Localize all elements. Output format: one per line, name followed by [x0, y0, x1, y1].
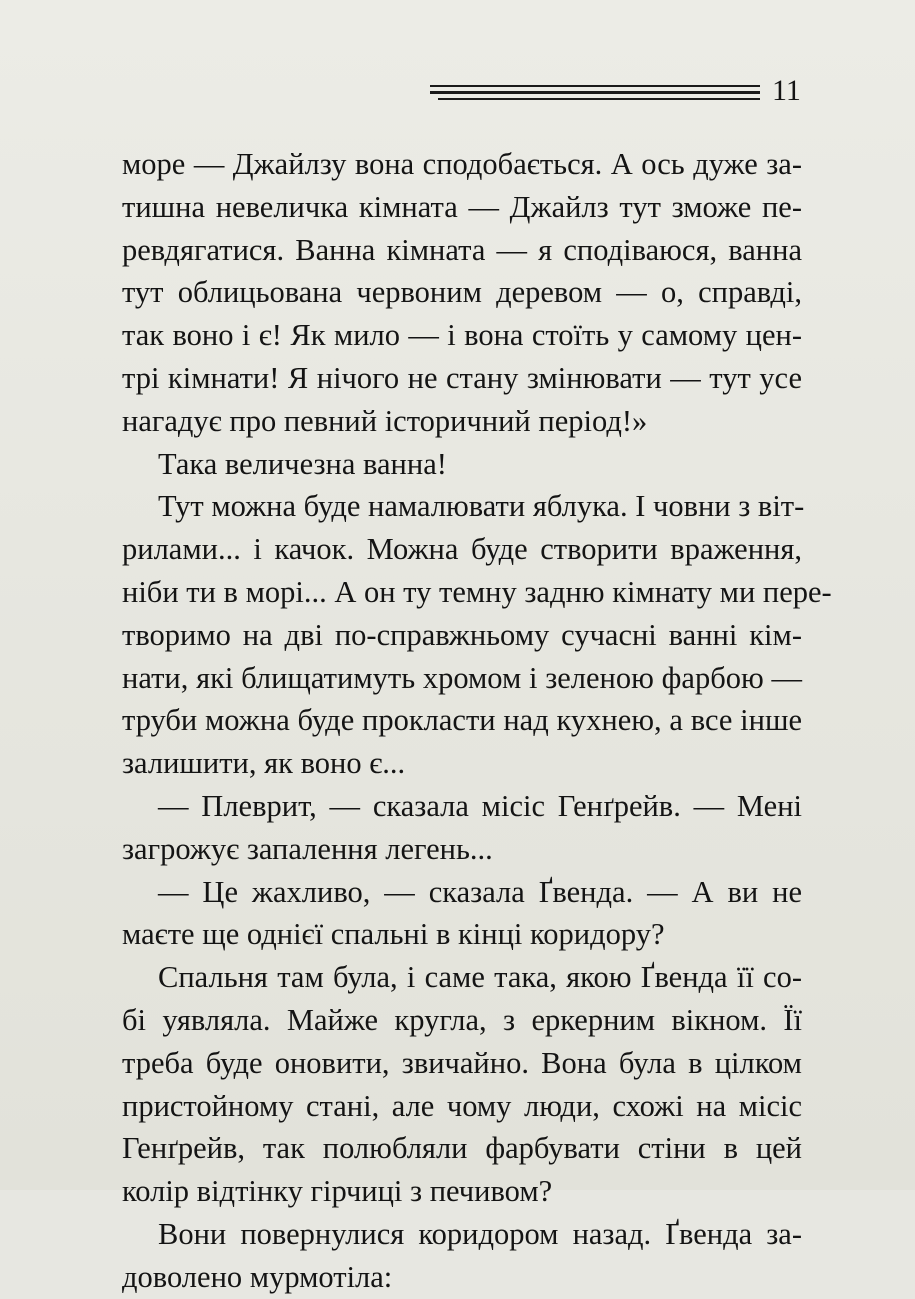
text-line: пристойному стані, але чому люди, схожі на місіс [122, 1088, 802, 1123]
text-line: Вони повернулися коридором назад. Ґвенда за- [158, 1216, 802, 1251]
text-line: ревдягатися. Ванна кімната — я сподіваюся, ванна [122, 232, 802, 267]
text-line: — Плеврит, — сказала місіс Генґрейв. — Мені [158, 788, 802, 823]
text-line: Генґрейв, так полюбляли фарбувати стіни в цей [122, 1131, 802, 1166]
text-line: тишна невеличка кімната — Джайлз тут зможе пе- [122, 189, 802, 224]
text-line: труби можна буде прокласти над кухнею, а все інше [122, 703, 802, 738]
text-line: — Це жахливо, — сказала Ґвенда. — А ви не [158, 874, 802, 909]
header-rule [430, 91, 760, 94]
text-line: трі кімнати! Я нічого не стану змінювати — тут усе [122, 360, 802, 395]
page-number: 11 [772, 74, 801, 107]
text-line: нагадує про певний історичний період!» [122, 403, 648, 438]
text-line: море — Джайлзу вона сподобається. А ось дуже за- [122, 147, 802, 181]
text-line: творимо на дві по-справжньому сучасні ванні кім- [122, 617, 802, 652]
text-line: доволено мурмотіла: [122, 1259, 393, 1294]
text-line: тут облицьована червоним деревом — о, справді, [122, 275, 802, 310]
text-line: Така величезна ванна! [158, 446, 447, 481]
header-rule [430, 85, 760, 87]
text-line: залишити, як воно є... [122, 746, 406, 781]
text-line: маєте ще однієї спальні в кінці коридору? [122, 917, 665, 952]
text-line: бі уявляла. Майже кругла, з еркерним вікном. Її [122, 1002, 802, 1037]
text-line: так воно і є! Як мило — і вона стоїть у самому цен- [122, 318, 802, 353]
text-line: Спальня там була, і саме така, якою Ґвенда її со- [158, 960, 802, 995]
text-line: загрожує запалення легень... [122, 831, 493, 866]
header-rule [438, 98, 760, 100]
page-header [430, 74, 840, 108]
text-line: нати, які блищатимуть хромом і зеленою фарбою — [122, 660, 802, 695]
text-line: треба буде оновити, звичайно. Вона була в цілком [122, 1045, 802, 1080]
text-line: колір відтінку гірчиці з печивом? [122, 1174, 553, 1209]
text-line: Тут можна буде намалювати яблука. І човни з віт- [158, 489, 805, 524]
body-text [122, 143, 832, 1299]
text-line: рилами... і качок. Можна буде створити враження, [122, 532, 802, 567]
text-line: ніби ти в морі... А он ту темну задню кімнату ми пере- [122, 574, 832, 609]
